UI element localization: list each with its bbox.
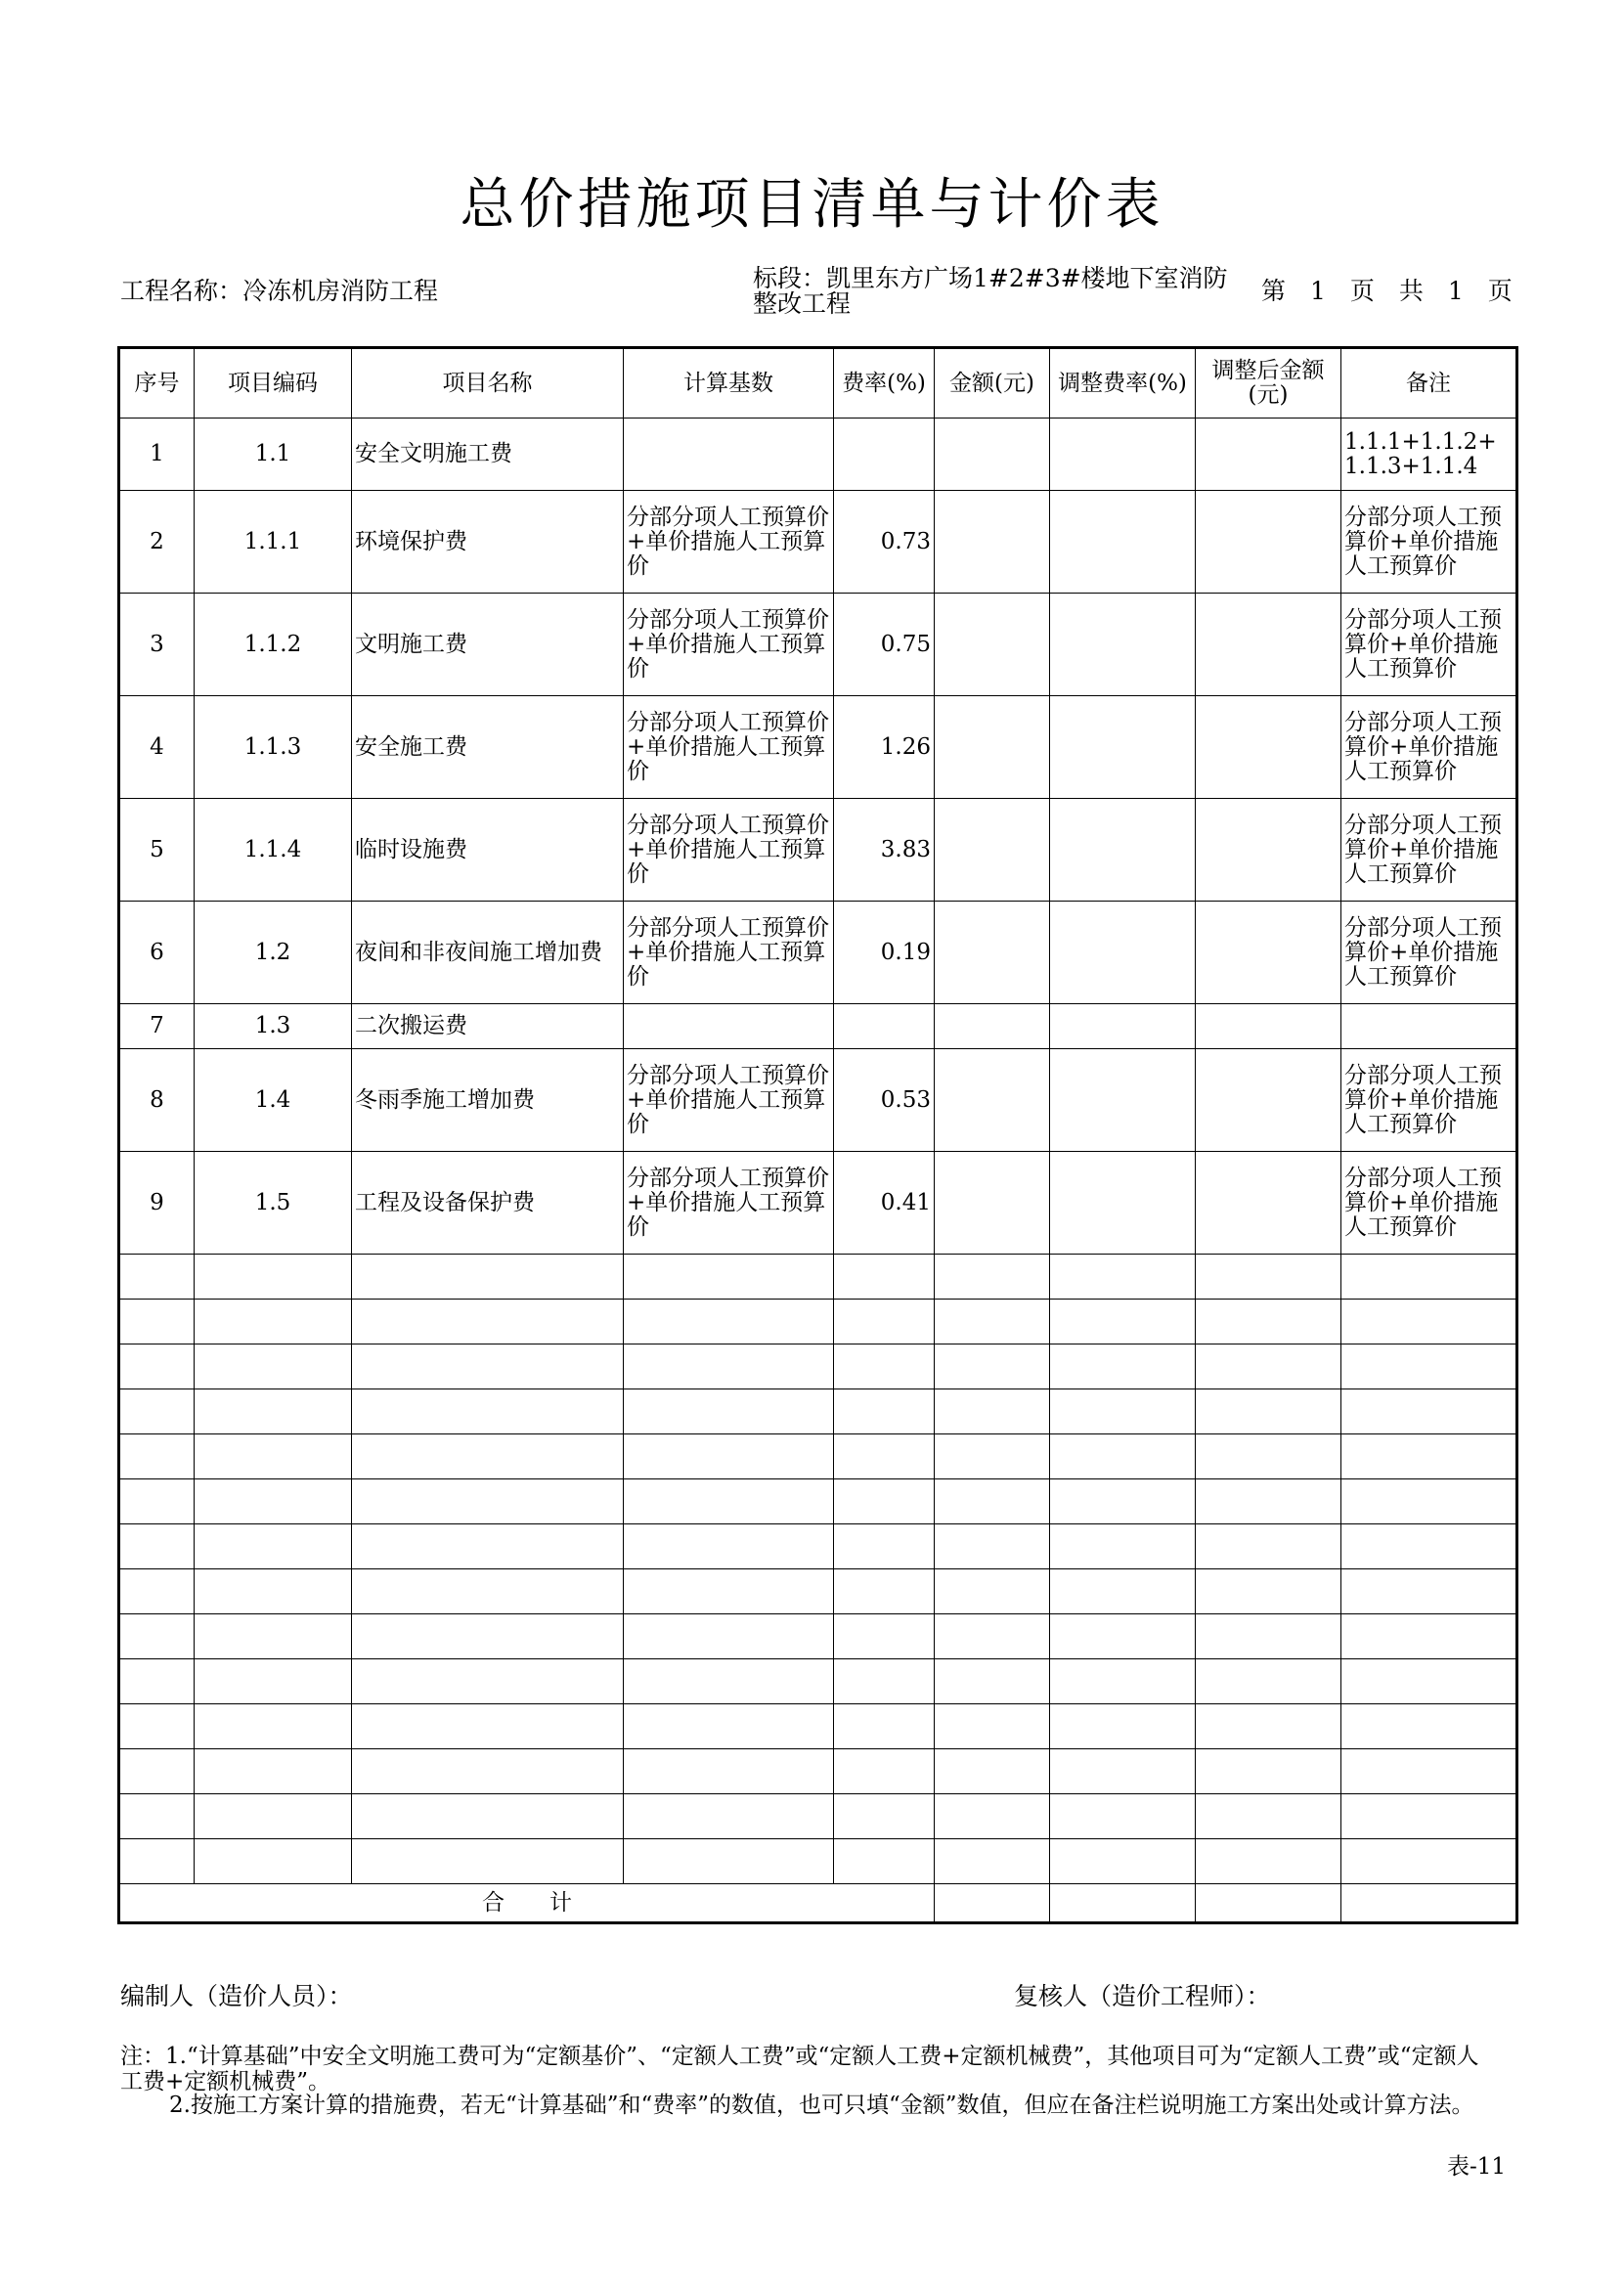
cell-rate: 0.53 — [834, 1049, 935, 1152]
measures-table — [117, 346, 1518, 1924]
header-rate: 费率(%) — [834, 348, 935, 419]
cell-name: 冬雨季施工增加费 — [352, 1049, 624, 1152]
empty-row — [119, 1389, 1517, 1434]
cell-amount — [935, 419, 1050, 491]
total-label: 合 计 — [119, 1884, 935, 1923]
table-header-row — [119, 348, 1517, 419]
cell-amount — [935, 799, 1050, 902]
cell-rate: 0.19 — [834, 902, 935, 1004]
table-row — [119, 491, 1517, 594]
cell-adj-amount — [1196, 902, 1341, 1004]
empty-row — [119, 1839, 1517, 1884]
cell-adj-amount — [1196, 594, 1341, 696]
empty-row — [119, 1569, 1517, 1614]
cell-no: 8 — [119, 1049, 195, 1152]
cell-code: 1.1.1 — [195, 491, 352, 594]
total-note — [1341, 1884, 1517, 1923]
header-name: 项目名称 — [352, 348, 624, 419]
cell-rate: 0.41 — [834, 1152, 935, 1255]
empty-row — [119, 1659, 1517, 1704]
table-row — [119, 1152, 1517, 1255]
cell-base: 分部分项人工预算价+单价措施人工预算价 — [624, 902, 834, 1004]
empty-row — [119, 1434, 1517, 1479]
cell-amount — [935, 1152, 1050, 1255]
cell-adj-amount — [1196, 696, 1341, 799]
cell-no: 5 — [119, 799, 195, 902]
cell-base: 分部分项人工预算价+单价措施人工预算价 — [624, 799, 834, 902]
cell-adj-rate — [1050, 1152, 1196, 1255]
cell-note — [1341, 1004, 1517, 1049]
cell-amount — [935, 902, 1050, 1004]
empty-row — [119, 1614, 1517, 1659]
header-base: 计算基数 — [624, 348, 834, 419]
note-2: 2.按施工方案计算的措施费，若无“计算基础”和“费率”的数值，也可只填“金额”数值，但应在备注栏说明施工方案出处或计算方法。 — [169, 2093, 1474, 2118]
empty-row — [119, 1255, 1517, 1300]
cell-adj-rate — [1050, 1004, 1196, 1049]
page-title: 总价措施项目清单与计价表 — [460, 173, 1164, 237]
cell-adj-amount — [1196, 1004, 1341, 1049]
cell-no: 9 — [119, 1152, 195, 1255]
cell-note: 分部分项人工预算价+单价措施人工预算价 — [1341, 902, 1517, 1004]
header-code: 项目编码 — [195, 348, 352, 419]
cell-base: 分部分项人工预算价+单价措施人工预算价 — [624, 696, 834, 799]
cell-adj-amount — [1196, 1152, 1341, 1255]
cell-note: 分部分项人工预算价+单价措施人工预算价 — [1341, 696, 1517, 799]
cell-note: 分部分项人工预算价+单价措施人工预算价 — [1341, 594, 1517, 696]
cell-amount — [935, 696, 1050, 799]
empty-row — [119, 1524, 1517, 1569]
cell-name: 安全文明施工费 — [352, 419, 624, 491]
cell-name: 安全施工费 — [352, 696, 624, 799]
cell-adj-rate — [1050, 696, 1196, 799]
cell-amount — [935, 594, 1050, 696]
cell-no: 3 — [119, 594, 195, 696]
cell-rate: 0.73 — [834, 491, 935, 594]
cell-no: 1 — [119, 419, 195, 491]
cell-adj-amount — [1196, 491, 1341, 594]
cell-base: 分部分项人工预算价+单价措施人工预算价 — [624, 1049, 834, 1152]
table-row — [119, 696, 1517, 799]
total-adj-rate — [1050, 1884, 1196, 1923]
cell-rate: 0.75 — [834, 594, 935, 696]
cell-code: 1.2 — [195, 902, 352, 1004]
cell-amount — [935, 1004, 1050, 1049]
cell-adj-rate — [1050, 594, 1196, 696]
cell-code: 1.1.3 — [195, 696, 352, 799]
cell-rate: 1.26 — [834, 696, 935, 799]
cell-adj-rate — [1050, 902, 1196, 1004]
cell-note: 分部分项人工预算价+单价措施人工预算价 — [1341, 1049, 1517, 1152]
cell-no: 7 — [119, 1004, 195, 1049]
cell-adj-amount — [1196, 799, 1341, 902]
cell-code: 1.5 — [195, 1152, 352, 1255]
cell-name: 二次搬运费 — [352, 1004, 624, 1049]
cell-base — [624, 1004, 834, 1049]
cell-rate — [834, 419, 935, 491]
total-row — [119, 1884, 1517, 1923]
section-name: 标段：凯里东方广场1#2#3#楼地下室消防整改工程 — [753, 264, 1228, 318]
cell-base: 分部分项人工预算价+单价措施人工预算价 — [624, 1152, 834, 1255]
cell-adj-rate — [1050, 1049, 1196, 1152]
cell-note: 1.1.1+1.1.2+1.1.3+1.1.4 — [1341, 419, 1517, 491]
header-no: 序号 — [119, 348, 195, 419]
cell-base — [624, 419, 834, 491]
empty-row — [119, 1344, 1517, 1389]
reviewer-label: 复核人（造价工程师）： — [1014, 1982, 1271, 2010]
cell-note: 分部分项人工预算价+单价措施人工预算价 — [1341, 491, 1517, 594]
empty-row — [119, 1300, 1517, 1344]
table-row — [119, 419, 1517, 491]
cell-code: 1.3 — [195, 1004, 352, 1049]
cell-name: 工程及设备保护费 — [352, 1152, 624, 1255]
page-count: 第 1 页 共 1 页 — [1261, 277, 1513, 305]
form-id: 表-11 — [1446, 2154, 1506, 2180]
cell-adj-rate — [1050, 419, 1196, 491]
cell-name: 环境保护费 — [352, 491, 624, 594]
cell-base: 分部分项人工预算价+单价措施人工预算价 — [624, 491, 834, 594]
total-amount — [935, 1884, 1050, 1923]
cell-adj-rate — [1050, 491, 1196, 594]
project-name: 工程名称：冷冻机房消防工程 — [120, 277, 439, 305]
cell-code: 1.1.2 — [195, 594, 352, 696]
cell-code: 1.1 — [195, 419, 352, 491]
empty-row — [119, 1479, 1517, 1524]
cell-base: 分部分项人工预算价+单价措施人工预算价 — [624, 594, 834, 696]
cell-amount — [935, 491, 1050, 594]
table-row — [119, 799, 1517, 902]
header-adj-amount: 调整后金额(元) — [1196, 348, 1341, 419]
cell-code: 1.4 — [195, 1049, 352, 1152]
compiler-label: 编制人（造价人员）： — [120, 1982, 353, 2010]
table-row — [119, 902, 1517, 1004]
cell-no: 4 — [119, 696, 195, 799]
header-amount: 金额(元) — [935, 348, 1050, 419]
empty-row — [119, 1704, 1517, 1749]
cell-note: 分部分项人工预算价+单价措施人工预算价 — [1341, 799, 1517, 902]
empty-row — [119, 1794, 1517, 1839]
cell-rate: 3.83 — [834, 799, 935, 902]
cell-name: 文明施工费 — [352, 594, 624, 696]
cell-code: 1.1.4 — [195, 799, 352, 902]
header-note: 备注 — [1341, 348, 1517, 419]
cell-amount — [935, 1049, 1050, 1152]
total-adj-amount — [1196, 1884, 1341, 1923]
cell-adj-rate — [1050, 799, 1196, 902]
table-row — [119, 594, 1517, 696]
empty-row — [119, 1749, 1517, 1794]
note-1: 注：1.“计算基础”中安全文明施工费可为“定额基价”、“定额人工费”或“定额人工费+定额机械费”，其他项目可为“定额人工费”或“定额人工费+定额机械费”。 — [120, 2044, 1479, 2094]
cell-name: 夜间和非夜间施工增加费 — [352, 902, 624, 1004]
cell-no: 6 — [119, 902, 195, 1004]
cell-no: 2 — [119, 491, 195, 594]
header-adj-rate: 调整费率(%) — [1050, 348, 1196, 419]
cell-name: 临时设施费 — [352, 799, 624, 902]
cell-adj-amount — [1196, 419, 1341, 491]
cell-rate — [834, 1004, 935, 1049]
cell-adj-amount — [1196, 1049, 1341, 1152]
table-row — [119, 1004, 1517, 1049]
cell-note: 分部分项人工预算价+单价措施人工预算价 — [1341, 1152, 1517, 1255]
table-row — [119, 1049, 1517, 1152]
